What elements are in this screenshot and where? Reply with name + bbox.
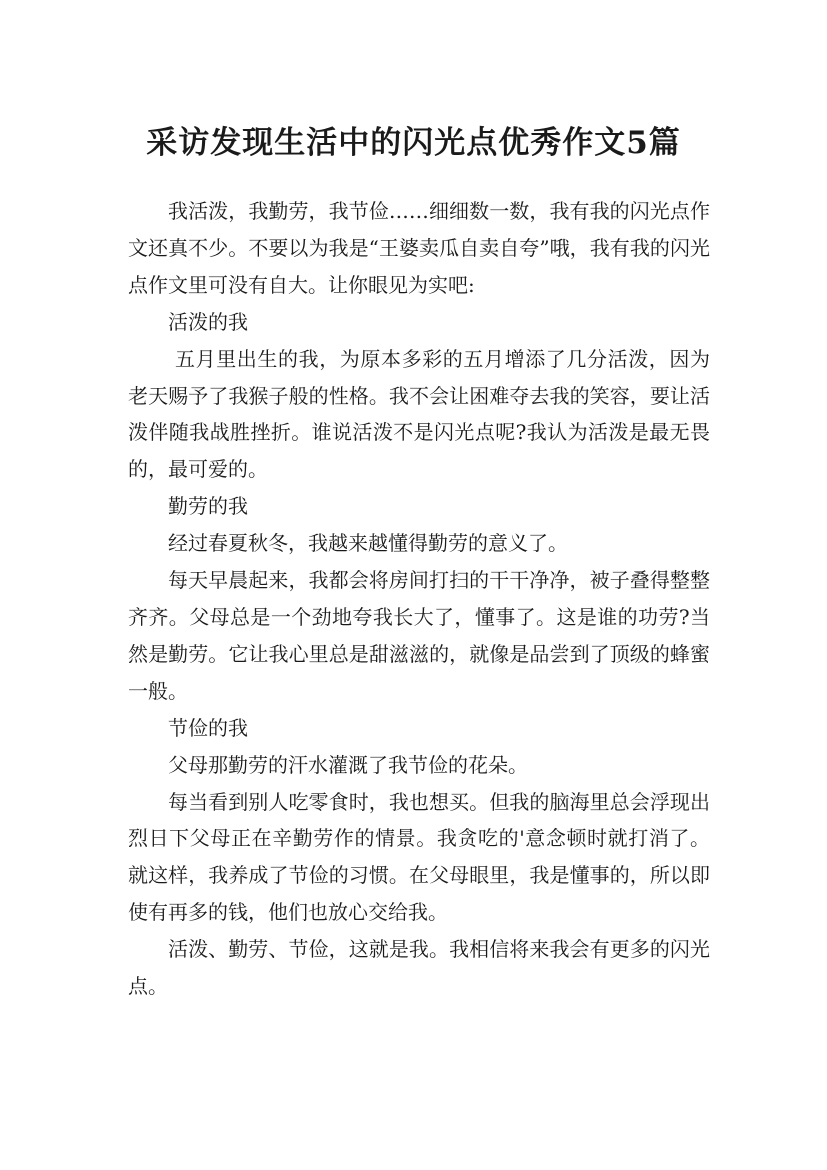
section-heading-lively: 活泼的我 — [168, 309, 248, 334]
document-title: 采访发现生活中的闪光点优秀作文5篇 — [146, 124, 681, 161]
paragraph-conclusion: 活泼、勤劳、节俭，这就是我。我相信将来我会有更多的闪光点。 — [128, 937, 710, 999]
paragraph-frugal-2: 每当看到别人吃零食时，我也想买。但我的脑海里总会浮现出烈日下父母正在辛勤劳作的情景。我贪吃的'意念顿时就打消了。就这样，我养成了节俭的习惯。在父母眼里，我是懂事的，所以即使有再多的钱，他们也放心交给我。 — [128, 789, 710, 925]
section-heading-frugal: 节俭的我 — [168, 715, 248, 740]
paragraph-diligent-2: 每天早晨起来，我都会将房间打扫的干干净净，被子叠得整整齐齐。父母总是一个劲地夸我长大了，懂事了。这是谁的功劳?当然是勤劳。它让我心里总是甜滋滋的，就像是品尝到了顶级的蜂蜜一般。 — [128, 568, 710, 703]
paragraph-diligent-1: 经过春夏秋冬，我越来越懂得勤劳的意义了。 — [168, 531, 568, 556]
paragraph-lively: 五月里出生的我，为原本多彩的五月增添了几分活泼，因为老天赐予了我猴子般的性格。我不会让困难夺去我的笑容，要让活泼伴随我战胜挫折。谁说活泼不是闪光点呢?我认为活泼是最无畏的，最可爱的。 — [128, 346, 710, 482]
document-body — [128, 193, 710, 1005]
section-heading-diligent: 勤劳的我 — [168, 494, 248, 519]
paragraph-intro: 我活泼，我勤劳，我节俭……细细数一数，我有我的闪光点作文还真不少。不要以为我是“王婆卖瓜自卖自夸”哦，我有我的闪光点作文里可没有自大。让你眼见为实吧: — [128, 199, 710, 297]
paragraph-frugal-1: 父母那勤劳的汗水灌溉了我节俭的花朵。 — [168, 752, 528, 777]
